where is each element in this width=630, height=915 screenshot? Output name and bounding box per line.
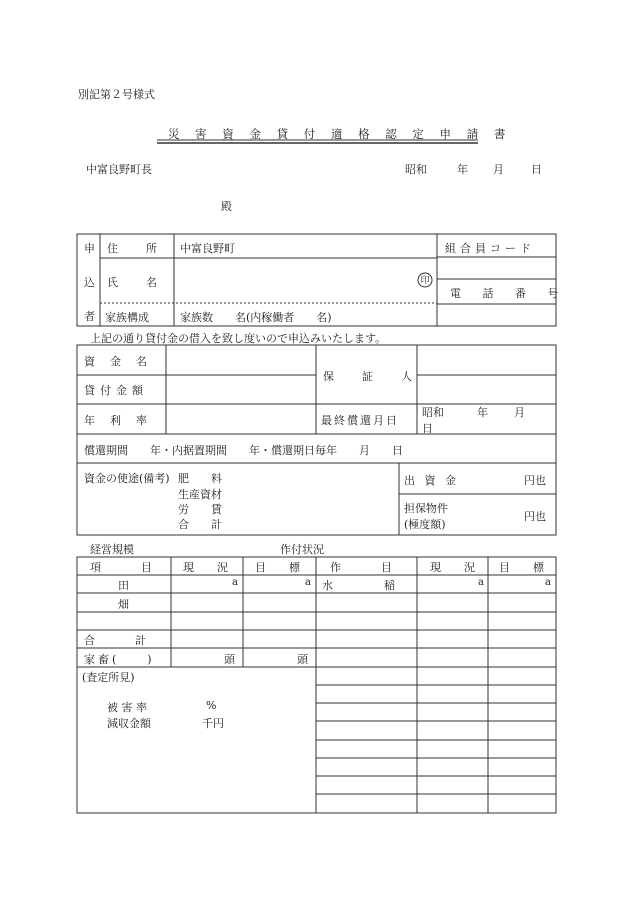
mgmt-header-target: 目 標: [255, 561, 306, 574]
member-code-label: 組合員コード: [445, 242, 535, 255]
income-loss-label: 減収金額: [107, 717, 151, 730]
final-repayment-label: 最終償還月日: [321, 414, 399, 427]
address-label: 住 所: [107, 242, 159, 255]
applicant-side-label-1: 申: [84, 242, 95, 255]
management-scale-label: 経営規模: [90, 543, 134, 556]
crop-header-crop: 作 目: [330, 561, 398, 574]
applicant-side-label-3: 者: [84, 310, 95, 323]
honorific: 殿: [221, 200, 232, 213]
crop-row-rice: 水 稲: [322, 579, 415, 592]
fund-use-label: 資金の使途(備考): [84, 472, 170, 485]
statement: 上記の通り貸付金の借入を致し度いので申込みいたします。: [90, 332, 387, 345]
repayment-period: 償還期間 年・内据置期間 年・償還期日毎年 月 日: [84, 444, 403, 457]
collateral-sub-label: (極度額): [404, 518, 446, 531]
assessment-label: (査定所見): [82, 671, 135, 684]
damage-rate-label: 被 害 率: [107, 701, 147, 714]
loan-amount-label: 貸付金額: [84, 384, 148, 397]
mgmt-row-paddy-target-unit: a: [305, 577, 311, 588]
crop-header-target: 目 標: [499, 561, 550, 574]
family-label: 家族構成: [105, 311, 149, 324]
final-repayment-year: 年: [477, 406, 488, 419]
family-value[interactable]: 家族数 名(内稼働者 名): [180, 311, 332, 324]
addressee: 中富良野町長: [86, 163, 152, 176]
interest-rate-label: 年 利 率: [84, 414, 149, 427]
phone-label: 電 話 番 号: [450, 287, 568, 300]
form-number: 別記第２号様式: [78, 88, 155, 101]
mgmt-row-total-item: 合 計: [84, 634, 152, 647]
guarantor-label: 保 証 人: [323, 370, 414, 383]
income-loss-unit: 千円: [202, 717, 224, 730]
mgmt-row-livestock-item: 家畜( ): [84, 653, 155, 666]
date-day-unit: 日: [531, 163, 542, 176]
fund-use-labor: 労 賃: [178, 503, 222, 516]
date-era: 昭和: [405, 163, 427, 176]
address-value[interactable]: 中富良野町: [180, 242, 235, 255]
date-year-unit: 年: [457, 163, 468, 176]
seal-mark: 印: [420, 276, 430, 286]
contribution-label: 出 資 金: [404, 474, 459, 487]
mgmt-row-paddy-item: 田: [118, 579, 129, 592]
final-repayment-day: 日: [422, 422, 433, 435]
collateral-unit: 円也: [524, 510, 546, 523]
fund-use-fertilizer: 肥 料: [178, 472, 222, 485]
applicant-side-label-2: 込: [84, 276, 95, 289]
crop-row-rice-target-unit: a: [545, 577, 551, 588]
name-label: 氏 名: [107, 276, 159, 289]
date-month-unit: 月: [493, 163, 504, 176]
mgmt-row-paddy-current-unit: a: [232, 577, 238, 588]
damage-rate-unit: %: [206, 699, 217, 712]
mgmt-row-livestock-current-unit: 頭: [224, 653, 235, 666]
final-repayment-era: 昭和: [422, 406, 444, 419]
collateral-label: 担保物件: [404, 502, 448, 515]
fund-use-materials: 生産資材: [178, 488, 222, 501]
crop-header-current: 現 況: [430, 561, 481, 574]
contribution-unit: 円也: [524, 474, 546, 487]
mgmt-header-item: 項 目: [90, 561, 158, 574]
mgmt-header-current: 現 況: [183, 561, 234, 574]
crop-row-rice-current-unit: a: [478, 577, 484, 588]
fund-use-total: 合 計: [178, 518, 222, 531]
mgmt-row-livestock-target-unit: 頭: [297, 653, 308, 666]
final-repayment-month: 月: [514, 406, 525, 419]
page-title: 災 害 資 金 貸 付 適 格 認 定 申 請 書: [168, 127, 512, 141]
mgmt-row-field-item: 畑: [118, 598, 129, 611]
planting-status-label: 作付状況: [280, 543, 324, 556]
fund-name-label: 資 金 名: [84, 355, 149, 368]
